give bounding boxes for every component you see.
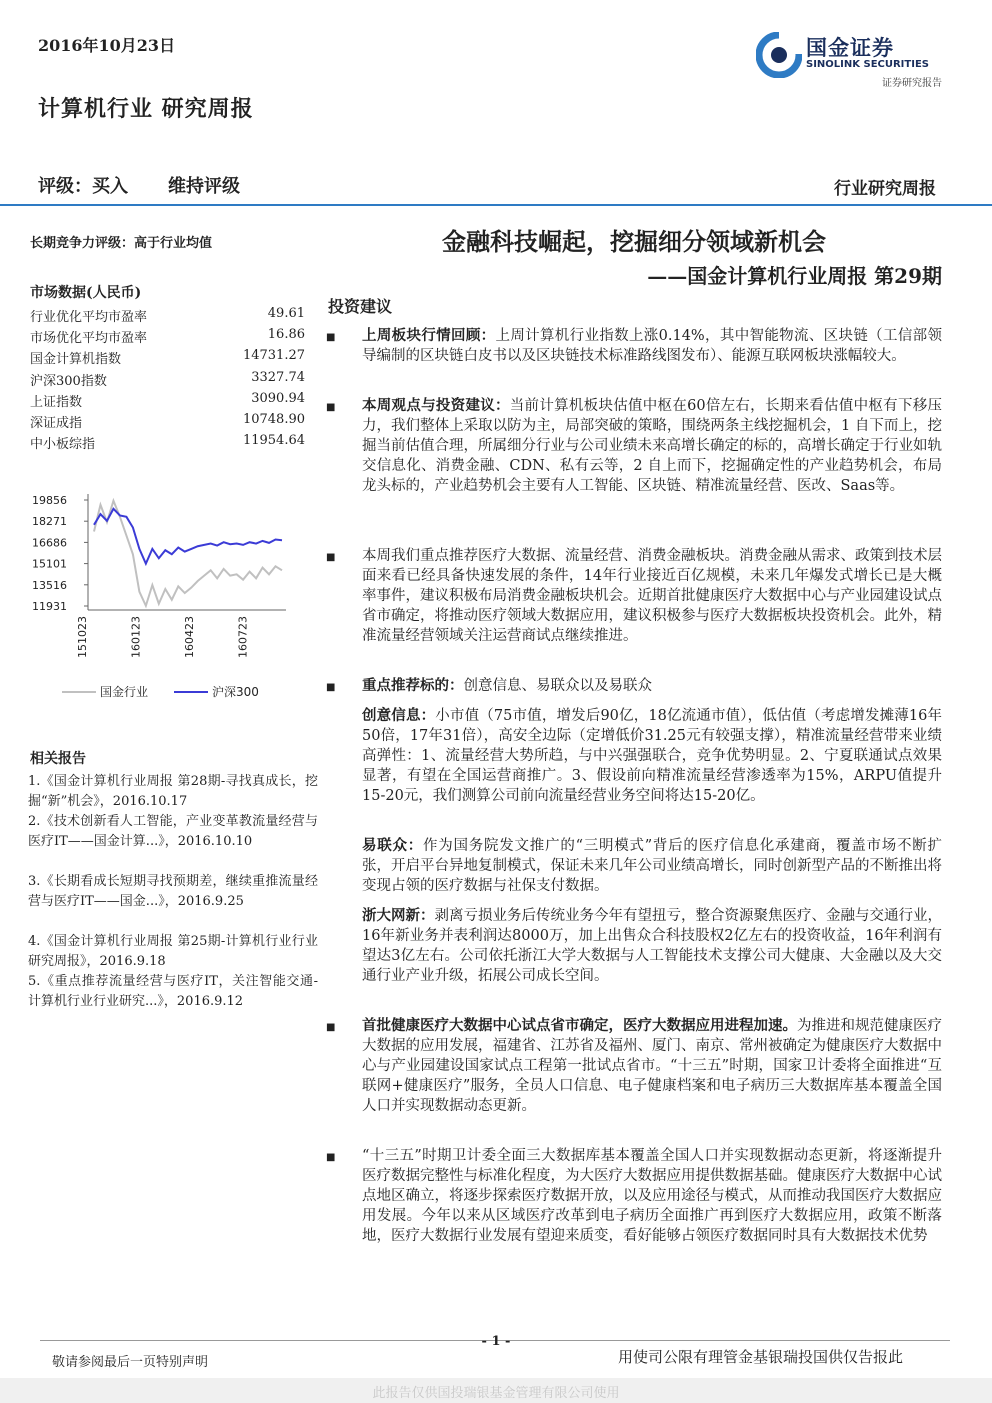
market-value: 16.86 xyxy=(267,327,305,343)
para-text: 小市值（75市值，增发后90亿，18亿流通市值），低估值（考虑增发摊薄16年50倍，17年31倍），高安全边际（定增低价31.25元有较强支撑），精准流量经营带来业绩高弹性：1、流量经营大势所趋，与中兴强强联合，竞争优势明显。2、宁夏联通试点效果显著，有望在全国运营商推广。3、假设前向精准流量经营渗透率为15%，ARPU值提升15-20元，我们测算公司前向流量经营业务空间将达15-20亿。 xyxy=(362,708,942,804)
footer-disclaimer: 敬请参阅最后一页特别声明 xyxy=(52,1355,209,1370)
x-tick-label: 160423 xyxy=(183,616,197,658)
para-weekly-review xyxy=(362,326,942,366)
related-reports-title: 相关报告 xyxy=(30,751,86,767)
logo-mark-icon xyxy=(756,32,802,78)
section-investment: 投资建议 xyxy=(328,297,393,316)
para-text: 创意信息、易联众以及易联众 xyxy=(463,678,652,694)
market-data-row xyxy=(30,306,305,325)
rating xyxy=(38,172,240,198)
para-text: 作为国务院发文推广的“三明模式”背后的医疗信息化承建商，覆盖市场不断扩张，开启平台异地复制模式，保证未来几年公司业绩高增长，同时创新型产品的不断推出将变现占领的医疗数据与社保支付数据。 xyxy=(362,838,943,894)
para-stock-1 xyxy=(362,706,942,806)
y-tick-label: 15101 xyxy=(32,557,67,571)
bullet-icon: ■ xyxy=(326,682,336,693)
para-stock-3 xyxy=(362,906,942,986)
y-tick-label: 19856 xyxy=(32,494,67,507)
related-report-item[interactable]: 3.《长期看成长短期寻找预期差，继续重推流量经营与医疗IT——国金...》，2016.9.25 xyxy=(28,874,318,909)
related-report-item[interactable]: 1.《国金计算机行业周报 第28期-寻找真成长，挖掘“新”机会》，2016.10.17 xyxy=(28,774,318,809)
watermark-bar xyxy=(0,1378,992,1403)
market-data-row xyxy=(30,433,305,452)
x-tick-label: 160123 xyxy=(129,616,143,658)
market-label: 沪深300指数 xyxy=(30,373,107,389)
bullet-icon: ■ xyxy=(326,1022,336,1033)
para-lead: 易联众： xyxy=(362,837,424,854)
header-divider xyxy=(0,204,992,206)
para-lead: 创意信息： xyxy=(362,707,436,724)
market-value: 10748.90 xyxy=(242,412,305,427)
market-label: 中小板综指 xyxy=(30,437,96,453)
para-lead: 重点推荐标的： xyxy=(362,677,464,694)
report-subtitle: ——国金计算机行业周报 第29期 xyxy=(647,264,942,288)
para-key-stocks xyxy=(362,676,942,696)
logo-cn: 国金证券 xyxy=(806,35,894,60)
market-data-row xyxy=(30,370,305,389)
market-data-title: 市场数据(人民币) xyxy=(30,285,142,301)
page-number: - 1 - xyxy=(481,1334,511,1349)
para-lead: 浙大网新： xyxy=(362,907,435,924)
related-report-item[interactable]: 5.《重点推荐流量经营与医疗IT，关注智能交通-计算机行业行业研究...》，2016.9.12 xyxy=(28,974,318,1009)
market-value: 3327.74 xyxy=(251,369,305,385)
para-recommend: 本周我们重点推荐医疗大数据、流量经营、消费金融板块。消费金融从需求、政策到技术层面来看已经具备快速发展的条件，14年行业接近百亿规模，未来几年爆发式增长已是大概率事件，建议积极布局消费金融板块机会。近期首批健康医疗大数据中心与产业园建设试点省市确定，将推动医疗领域大数据应用，建议积极参与医疗大数据板块投资机会。此外，精准流量经营领域关注运营商试点继续推进。 xyxy=(362,548,942,644)
market-data-row xyxy=(30,348,305,367)
market-label: 市场优化平均市盈率 xyxy=(30,331,148,347)
market-value: 49.61 xyxy=(267,306,305,321)
report-type: 行业研究周报 xyxy=(834,179,936,199)
market-label: 国金计算机指数 xyxy=(30,352,122,368)
para-lead: 上周板块行情回顾： xyxy=(362,327,496,344)
legend-label: 沪深300 xyxy=(212,685,259,699)
market-data-row xyxy=(30,327,305,346)
y-tick-label: 16686 xyxy=(32,536,67,550)
market-data-row xyxy=(30,412,305,431)
para-text: 当前计算机板块估值中枢在60倍左右，长期来看估值中枢有下移压力，我们整体上采取以防为主，局部突破的策略，围绕两条主线挖掘机会，1 自下而上，挖掘当前估值合理，所属细分行业与公司业绩未来高增长确定的标的，高增长确定于行业如轨交信息化、消费金融、CDN、私有云等，2 自上而下，挖掘确定性的产业趋势机会，布局龙头标的，产业趋势机会主要有人工智能、区块链、精准流量经营、医改、Saas等。 xyxy=(362,398,943,494)
company-logo xyxy=(756,28,946,90)
market-value: 3090.94 xyxy=(251,390,305,406)
bullet-icon: ■ xyxy=(326,552,336,563)
para-lead: 首批健康医疗大数据中心试点省市确定，医疗大数据应用进程加速。 xyxy=(362,1017,797,1034)
series-line xyxy=(94,509,282,564)
para-text: 上周计算机行业指数上涨0.14%，其中智能物流、区块链（工信部领导编制的区块链白皮书以及区块链技术标准路线图发布）、能源互联网板块涨幅较大。 xyxy=(362,328,942,364)
para-text: 为推进和规范健康医疗大数据的应用发展，福建省、江苏省及福州、厦门、南京、常州被确定为健康医疗大数据中心与产业园建设国家试点工程第一批试点省市。“十三五”时期，国家卫计委将全面推进“互联网+健康医疗”服务，全员人口信息、电子健康档案和电子病历三大数据库基本覆盖全国人口并实现数据动态更新。 xyxy=(362,1018,942,1114)
para-lead: 本周观点与投资建议： xyxy=(362,397,510,414)
legend-label: 国金行业 xyxy=(100,685,149,699)
long-term-rating: 长期竞争力评级：高于行业均值 xyxy=(30,236,213,251)
logo-sub: 证券研究报告 xyxy=(882,78,942,89)
footer-note: 用使司公限有理管金基银瑞投国供仅告报此 xyxy=(618,1348,904,1366)
industry-title: 计算机行业 研究周报 xyxy=(38,96,254,122)
market-label: 深证成指 xyxy=(30,416,83,431)
index-line-chart xyxy=(30,482,300,712)
related-report-item[interactable]: 4.《国金计算机行业周报 第25期-计算机行业行业研究周报》，2016.9.18 xyxy=(28,934,318,969)
watermark-text: 此报告仅供国投瑞银基金管理有限公司使用 xyxy=(372,1386,620,1401)
rating-value: 评级：买入 xyxy=(38,176,128,197)
logo-en: SINOLINK SECURITIES xyxy=(806,59,929,70)
related-report-item[interactable]: 2.《技术创新看人工智能，产业变革教流量经营与医疗IT——国金计算...》，2016.10.10 xyxy=(28,814,318,849)
bullet-icon: ■ xyxy=(326,402,336,413)
para-stock-2 xyxy=(362,836,942,896)
bullet-icon: ■ xyxy=(326,332,336,343)
para-views xyxy=(362,396,942,496)
bullet-icon: ■ xyxy=(326,1152,336,1163)
para-13th-plan: “十三五”时期卫计委全面三大数据库基本覆盖全国人口并实现数据动态更新，将逐渐提升医疗数据完整性与标准化程度，为大医疗大数据应用提供数据基础。健康医疗大数据中心试点地区确立，将逐步探索医疗数据开放，以及应用途径与模式，从而推动我国医疗大数据应用发展。今年以来从区域医疗改革到电子病历全面推广再到医疗大数据应用，政策不断落地，医疗大数据行业发展有望迎来质变，看好能够占领医疗数据同时具有大数据技术优势 xyxy=(362,1148,942,1244)
market-data-row xyxy=(30,391,305,410)
y-tick-label: 18271 xyxy=(32,515,67,529)
market-value: 11954.64 xyxy=(242,433,305,449)
x-tick-label: 160723 xyxy=(236,616,250,658)
y-tick-label: 13516 xyxy=(32,578,67,592)
rating-keep: 维持评级 xyxy=(168,176,240,197)
market-label: 上证指数 xyxy=(30,394,83,410)
para-medical-data xyxy=(362,1016,942,1116)
report-date: 2016年10月23日 xyxy=(38,36,176,55)
market-label: 行业优化平均市盈率 xyxy=(30,310,148,325)
market-value: 14731.27 xyxy=(242,348,305,364)
x-tick-label: 151023 xyxy=(76,616,89,658)
report-title: 金融科技崛起，挖掘细分领域新机会 xyxy=(442,227,826,256)
para-text: 剥离亏损业务后传统业务今年有望扭亏，整合资源聚焦医疗、金融与交通行业，16年新业务并表利润达8000万，加上出售众合科技股权2亿左右的投资收益，16年利润有望达3亿左右。公司依托浙江大学大数据与人工智能技术支撑公司大健康、大金融以及大交通行业产业升级，拓展公司成长空间。 xyxy=(362,908,942,984)
y-tick-label: 11931 xyxy=(32,600,67,613)
